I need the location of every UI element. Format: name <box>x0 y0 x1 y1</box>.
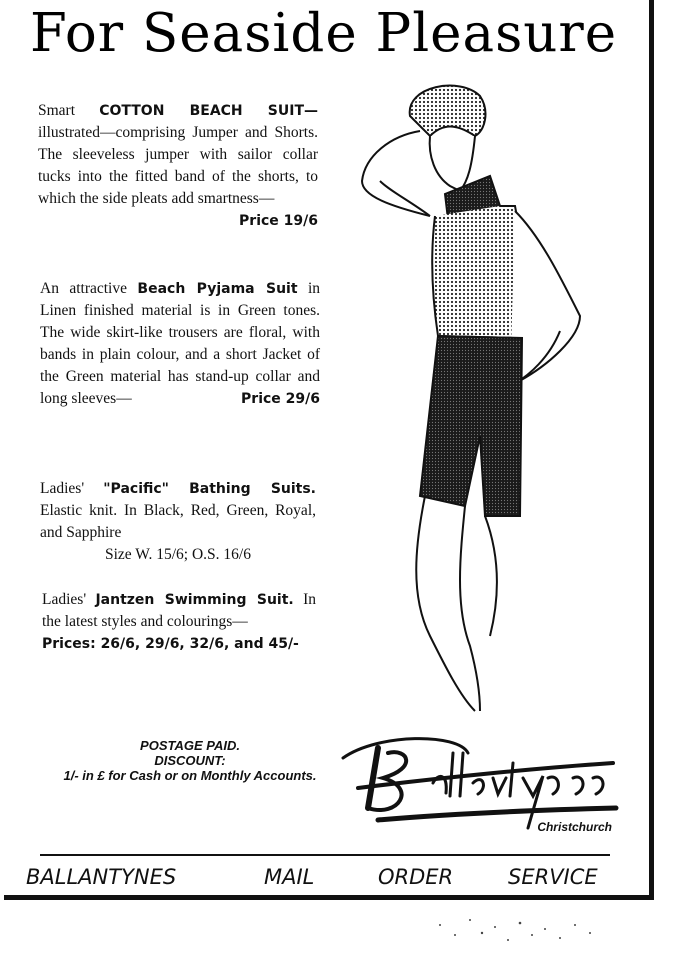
item-intro: An attractive <box>40 280 127 297</box>
footer-mail: MAIL <box>264 865 315 889</box>
discount-heading: DISCOUNT: <box>154 753 226 768</box>
item-sizes: Size W. 15/6; O.S. 16/6 <box>105 546 251 563</box>
mail-order-footer <box>20 861 620 893</box>
footer-service: SERVICE <box>508 865 598 889</box>
order-terms <box>40 738 340 783</box>
item-name: "Pacific" Bathing Suits. <box>103 481 317 497</box>
woman-in-beach-suit-illustration <box>350 76 600 716</box>
item-prices: Prices: 26/6, 29/6, 32/6, and 45/- <box>42 636 299 652</box>
print-speckle <box>420 905 620 953</box>
item-intro: Smart <box>38 102 76 119</box>
item-description: in Linen finished material is in Green tones. The wide skirt-like trousers are floral, with bands in plain colour, and a short Jacket of the Green material has stand-up collar and long sleeves— <box>40 280 321 407</box>
item-name: Jantzen Swimming Suit. <box>95 592 294 608</box>
discount-detail: 1/- in £ for Cash or on Monthly Accounts. <box>63 768 317 783</box>
item-name: COTTON BEACH SUIT— <box>99 103 319 119</box>
item-intro: Ladies' <box>40 480 85 497</box>
item-description: illustrated—comprising Jumper and Shorts. The sleeveless jumper with sailor collar tucks into the fitted band of the shorts, to which the side pleats add smartness— <box>38 124 318 207</box>
item-cotton-beach-suit <box>38 100 318 232</box>
item-price: Price 29/6 <box>241 391 320 407</box>
logo-city: Christchurch <box>537 820 612 834</box>
item-price: Price 19/6 <box>239 213 318 229</box>
footer-brand: BALLANTYNES <box>26 865 177 889</box>
item-jantzen-swimming-suit <box>42 589 316 655</box>
item-intro: Ladies' <box>42 591 87 608</box>
footer-order: ORDER <box>378 865 454 889</box>
item-beach-pyjama-suit <box>40 278 320 410</box>
item-description: In the latest styles and colourings— <box>42 591 317 630</box>
item-name: Beach Pyjama Suit <box>137 281 298 297</box>
footer-divider <box>40 854 610 856</box>
headline: For Seaside Pleasure <box>30 3 618 64</box>
postage-note: POSTAGE PAID. <box>140 738 240 753</box>
item-pacific-bathing-suits <box>40 478 316 566</box>
ballantynes-logo <box>338 728 620 838</box>
item-description: Elastic knit. In Black, Red, Green, Royal, and Sapphire <box>40 502 316 541</box>
